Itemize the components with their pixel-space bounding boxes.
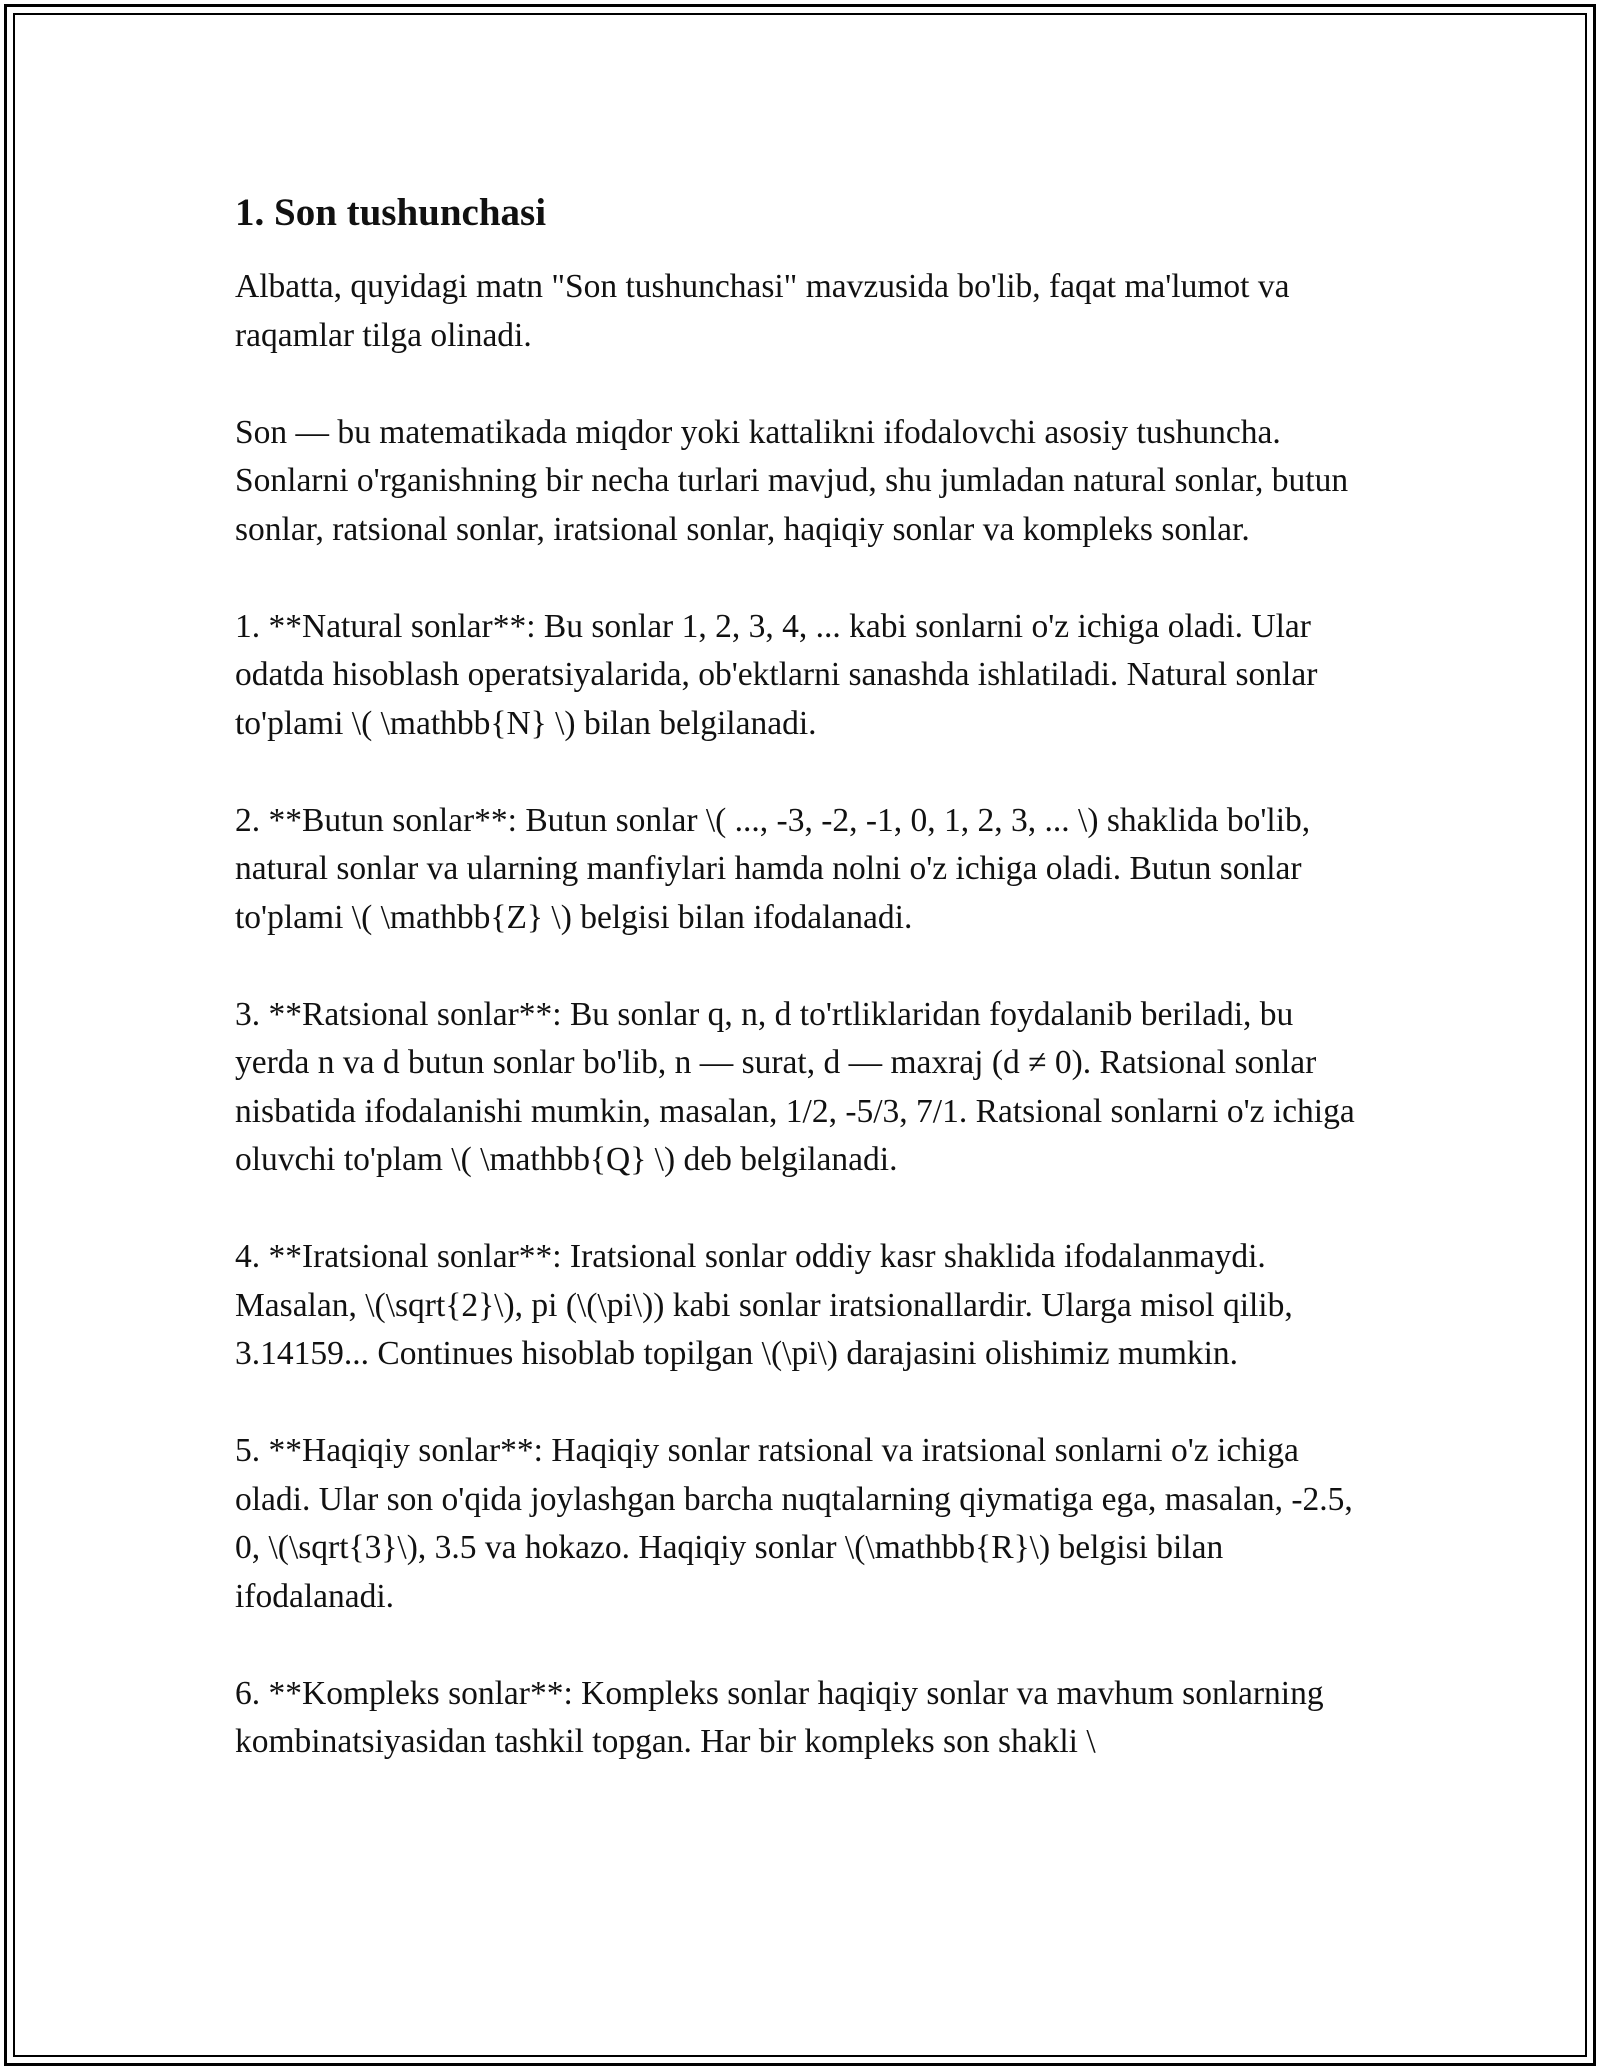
intro-paragraph: Albatta, quyidagi matn "Son tushunchasi" mavzusida bo'lib, faqat ma'lumot va raqamlar tilga olinadi.	[235, 268, 1290, 354]
document-body	[235, 185, 1375, 1815]
page-title: 1. Son tushunchasi	[235, 191, 547, 234]
rational-numbers-paragraph: 3. **Ratsional sonlar**: Bu sonlar q, n, d to'rtliklaridan foydalanib beriladi, bu yerda n va d butun sonlar bo'lib, n — surat, d — maxraj (d ≠ 0). Ratsional sonlar nisbatida ifodalanishi mumkin, masalan, 1/2, -5/3, 7/1. Ratsional sonlarni o'z ichiga oluvchi to'plam \( \mathbb{Q} \) deb belgilanadi.	[235, 995, 1355, 1178]
natural-numbers-paragraph: 1. **Natural sonlar**: Bu sonlar 1, 2, 3, 4, ... kabi sonlarni o'z ichiga oladi. Ular odatda hisoblash operatsiyalarida, ob'ektlarni sanashda ishlatiladi. Natural sonlar to'plami \( \mathbb{N} \) bilan belgilanadi.	[235, 607, 1318, 742]
real-numbers-paragraph: 5. **Haqiqiy sonlar**: Haqiqiy sonlar ratsional va iratsional sonlarni o'z ichiga oladi. Ular son o'qida joylashgan barcha nuqtalarning qiymatiga ega, masalan, -2.5, 0, \(\sqrt{3}\), 3.5 va hokazo. Haqiqiy sonlar \(\mathbb{R}\) belgisi bilan ifodalanadi.	[235, 1432, 1353, 1615]
irrational-numbers-paragraph: 4. **Iratsional sonlar**: Iratsional sonlar oddiy kasr shaklida ifodalanmaydi. Masalan, \(\sqrt{2}\), pi (\(\pi\)) kabi sonlar iratsionallardir. Ularga misol qilib, 3.14159... Continues hisoblab topilgan \(\pi\) darajasini olishimiz mumkin.	[235, 1238, 1293, 1372]
complex-numbers-paragraph: 6. **Kompleks sonlar**: Kompleks sonlar haqiqiy sonlar va mavhum sonlarning kombinatsiyasidan tashkil topgan. Har bir kompleks son shakli \	[235, 1674, 1324, 1760]
definition-paragraph: Son — bu matematikada miqdor yoki kattalikni ifodalovchi asosiy tushuncha. Sonlarni o'rganishning bir necha turlari mavjud, shu jumladan natural sonlar, butun sonlar, ratsional sonlar, iratsional sonlar, haqiqiy sonlar va kompleks sonlar.	[235, 413, 1349, 548]
integers-paragraph: 2. **Butun sonlar**: Butun sonlar \( ..., -3, -2, -1, 0, 1, 2, 3, ... \) shaklida bo'lib, natural sonlar va ularning manfiylari hamda nolni o'z ichiga oladi. Butun sonlar to'plami \( \mathbb{Z} \) belgisi bilan ifodalanadi.	[235, 801, 1311, 936]
